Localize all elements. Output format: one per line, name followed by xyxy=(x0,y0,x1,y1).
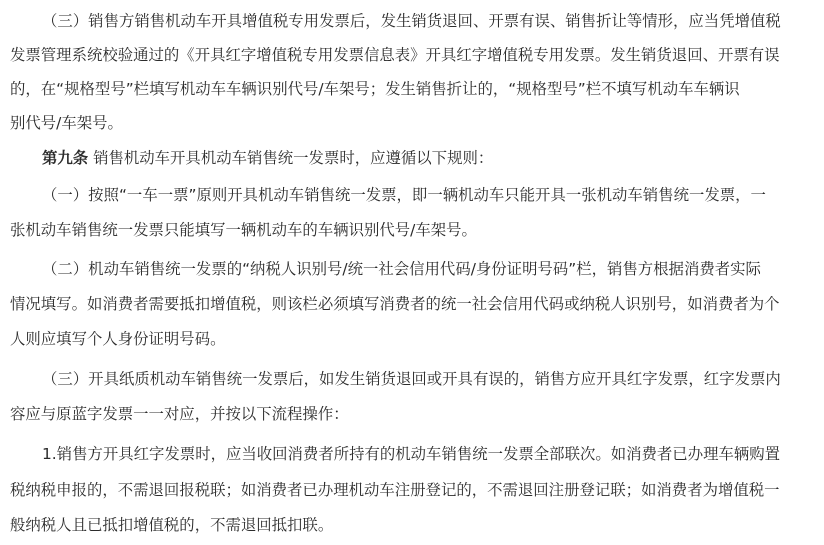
doc-line xyxy=(0,4,824,38)
line-text: （三）销售方销售机动车开具增值税专用发票后，发生销货退回、开票有误、销售折让等情形，应当凭增值税 xyxy=(42,12,781,30)
doc-line xyxy=(0,287,824,321)
line-text: 般纳税人且已抵扣增值税的，不需退回抵扣联。 xyxy=(10,516,334,534)
line-text: 1.销售方开具红字发票时，应当收回消费者所持有的机动车销售统一发票全部联次。如消费者已办理车辆购置 xyxy=(42,445,781,463)
line-text: 张机动车销售统一发票只能填写一辆机动车的车辆识别代号/车架号。 xyxy=(10,221,477,239)
line-text: 的，在“规格型号”栏填写机动车车辆识别代号/车架号；发生销售折让的，“规格型号”栏不填写机动车车辆识 xyxy=(10,80,740,98)
line-text: 容应与原蓝字发票一一对应，并按以下流程操作： xyxy=(10,405,349,423)
doc-line xyxy=(0,72,824,106)
line-text: 销售机动车开具机动车销售统一发票时，应遵循以下规则： xyxy=(88,149,494,167)
doc-line xyxy=(0,178,824,212)
doc-line xyxy=(0,437,824,471)
line-text: 情况填写。如消费者需要抵扣增值税，则该栏必须填写消费者的统一社会信用代码或纳税人识别号，如消费者为个 xyxy=(10,295,780,313)
doc-line xyxy=(0,362,824,396)
doc-line xyxy=(0,473,824,507)
doc-line xyxy=(0,322,824,356)
doc-line xyxy=(0,508,824,542)
line-text: 税纳税申报的，不需退回报税联；如消费者已办理机动车注册登记的，不需退回注册登记联；如消费者为增值税一 xyxy=(10,481,780,499)
doc-line xyxy=(0,106,824,140)
doc-line xyxy=(0,213,824,247)
line-text: （三）开具纸质机动车销售统一发票后，如发生销货退回或开具有误的，销售方应开具红字发票，红字发票内 xyxy=(42,370,781,388)
doc-line xyxy=(0,38,824,72)
article-heading-line xyxy=(0,141,824,175)
doc-line xyxy=(0,397,824,431)
line-text: 别代号/车架号。 xyxy=(10,114,123,132)
doc-line xyxy=(0,252,824,286)
line-text: （一）按照“一车一票”原则开具机动车销售统一发票，即一辆机动车只能开具一张机动车销售统一发票，一 xyxy=(42,186,766,204)
article-number: 第九条 xyxy=(42,149,89,167)
line-text: 发票管理系统校验通过的《开具红字增值税专用发票信息表》开具红字增值税专用发票。发生销货退回、开票有误 xyxy=(10,46,780,64)
line-text: （二）机动车销售统一发票的“纳税人识别号/统一社会信用代码/身份证明号码”栏，销售方根据消费者实际 xyxy=(42,260,761,278)
line-text: 人则应填写个人身份证明号码。 xyxy=(10,330,226,348)
